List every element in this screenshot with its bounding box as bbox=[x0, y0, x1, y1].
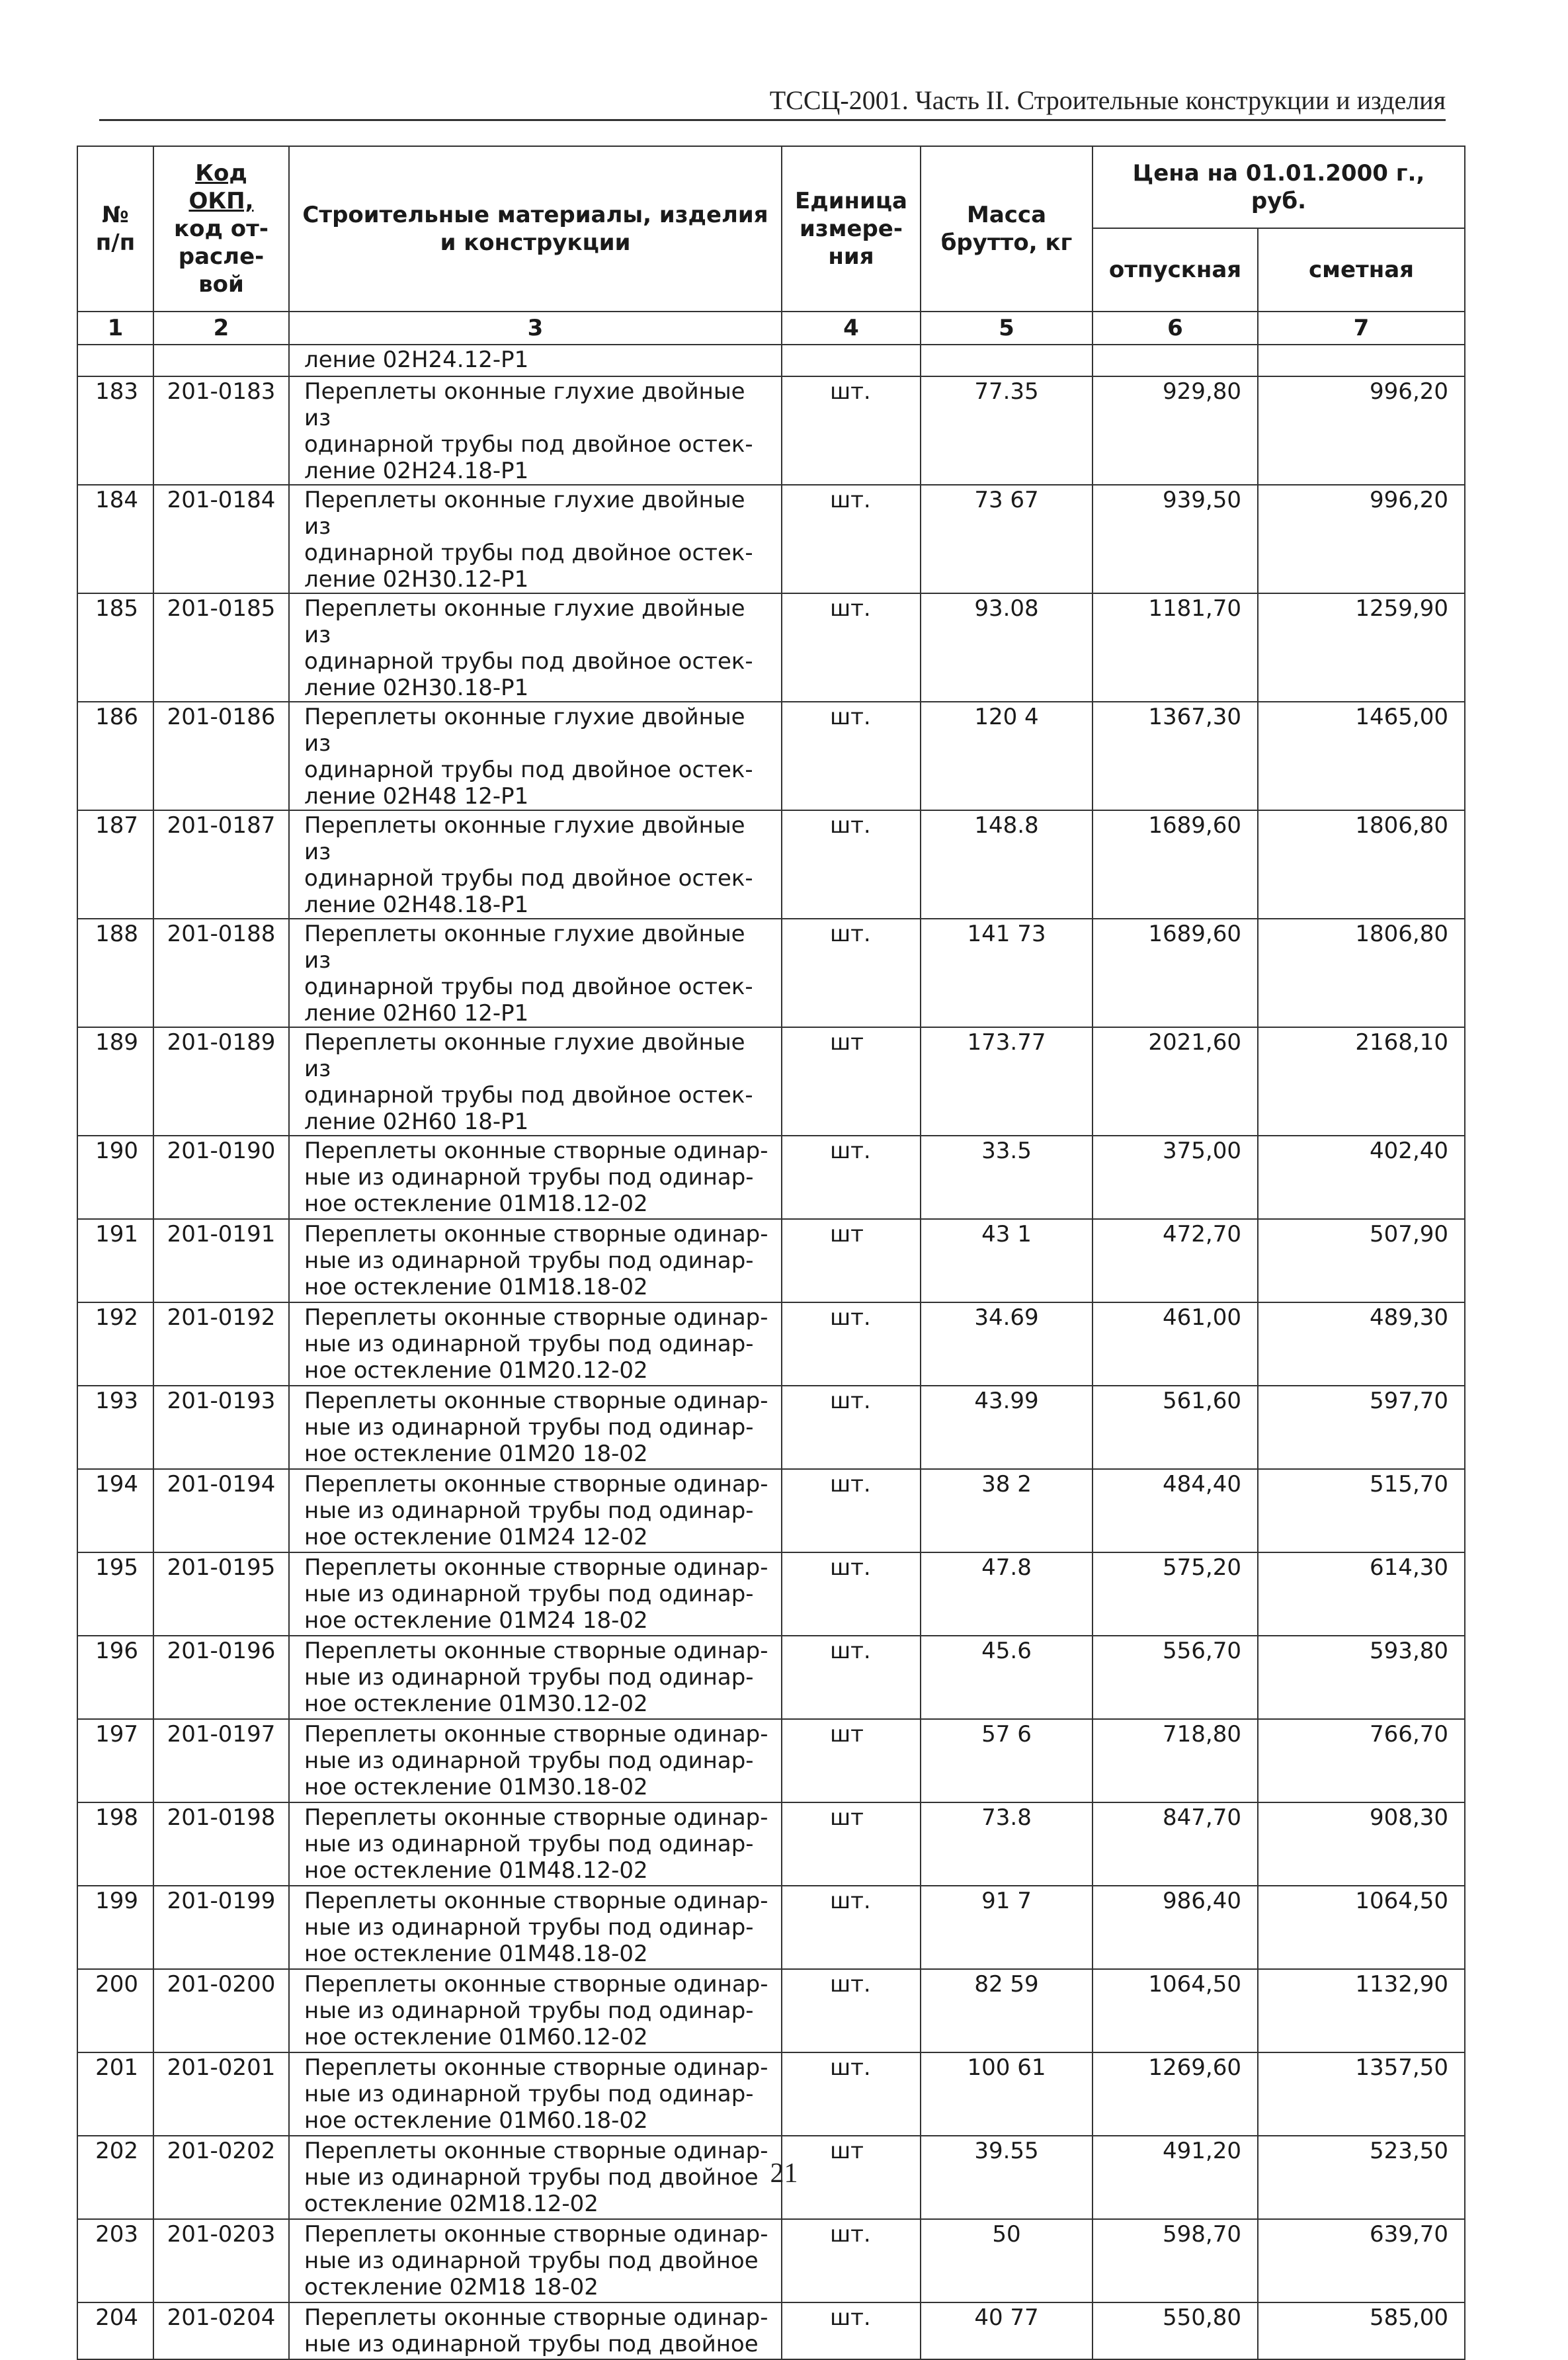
row-unit: шт bbox=[782, 1802, 921, 1886]
description-line: ное остекление 01М20.12-02 bbox=[304, 1357, 648, 1384]
description-line: одинарной трубы под двойное остек- bbox=[304, 1082, 753, 1109]
carryover-row bbox=[77, 345, 1465, 376]
row-unit: шт. bbox=[782, 1886, 921, 1969]
description-line: ные из одинарной трубы под одинар- bbox=[304, 1831, 754, 1857]
row-number: 199 bbox=[77, 1886, 153, 1969]
description-line: ное остекление 01М30.18-02 bbox=[304, 1774, 648, 1800]
table-row bbox=[77, 1386, 1465, 1469]
description-line: ление 02Н24.18-Р1 bbox=[304, 458, 529, 484]
row-okp-code: 201-0187 bbox=[153, 810, 289, 919]
row-price-release: 472,70 bbox=[1093, 1219, 1258, 1302]
row-price-estimate: 1132,90 bbox=[1258, 1969, 1465, 2052]
row-okp-code: 201-0193 bbox=[153, 1386, 289, 1469]
row-description bbox=[289, 485, 782, 593]
row-mass: 43.99 bbox=[921, 1386, 1093, 1469]
row-mass: 73 67 bbox=[921, 485, 1093, 593]
row-okp-code: 201-0190 bbox=[153, 1136, 289, 1219]
description-line: одинарной трубы под двойное остек- bbox=[304, 540, 753, 566]
description-line: ные из одинарной трубы под одинар- bbox=[304, 1998, 754, 2024]
description-line: Переплеты оконные глухие двойные из bbox=[304, 921, 745, 974]
row-unit: шт. bbox=[782, 2219, 921, 2302]
row-number: 201 bbox=[77, 2052, 153, 2136]
row-description bbox=[289, 1552, 782, 1636]
row-description bbox=[289, 1969, 782, 2052]
description-line: одинарной трубы под двойное остек- bbox=[304, 974, 753, 1000]
description-line: одинарной трубы под двойное остек- bbox=[304, 865, 753, 892]
description-line: ные из одинарной трубы под одинар- bbox=[304, 1581, 754, 1607]
table-header bbox=[77, 146, 1465, 312]
description-line: Переплеты оконные створные одинар- bbox=[304, 1554, 768, 1581]
table-row bbox=[77, 1552, 1465, 1636]
description-line: Переплеты оконные створные одинар- bbox=[304, 1638, 768, 1664]
column-number: 5 bbox=[921, 312, 1093, 345]
row-price-release: 491,20 bbox=[1093, 2136, 1258, 2219]
row-description bbox=[289, 1886, 782, 1969]
row-mass: 57 6 bbox=[921, 1719, 1093, 1802]
row-price-estimate: 402,40 bbox=[1258, 1136, 1465, 1219]
description-line: ное остекление 01М60.12-02 bbox=[304, 2024, 648, 2050]
row-price-release: 939,50 bbox=[1093, 485, 1258, 593]
description-line: Переплеты оконные створные одинар- bbox=[304, 1971, 768, 1998]
row-price-estimate: 766,70 bbox=[1258, 1719, 1465, 1802]
row-number: 188 bbox=[77, 919, 153, 1027]
row-price-release: 1181,70 bbox=[1093, 593, 1258, 702]
row-okp-code: 201-0198 bbox=[153, 1802, 289, 1886]
description-line: ные из одинарной трубы под двойное bbox=[304, 2248, 759, 2274]
row-price-estimate: 523,50 bbox=[1258, 2136, 1465, 2219]
row-unit: шт. bbox=[782, 485, 921, 593]
row-okp-code: 201-0195 bbox=[153, 1552, 289, 1636]
description-line: ные из одинарной трубы под одинар- bbox=[304, 1664, 754, 1691]
description-line: ное остекление 01М24 18-02 bbox=[304, 1607, 648, 1634]
description-line: ные из одинарной трубы под одинар- bbox=[304, 2081, 754, 2107]
page-number: 21 bbox=[770, 2158, 798, 2189]
table-row bbox=[77, 1719, 1465, 1802]
description-line: Переплеты оконные глухие двойные из bbox=[304, 378, 745, 431]
description-line: ление 02Н30.18-Р1 bbox=[304, 675, 529, 701]
row-price-estimate: 996,20 bbox=[1258, 376, 1465, 485]
row-okp-code: 201-0203 bbox=[153, 2219, 289, 2302]
row-mass: 73.8 bbox=[921, 1802, 1093, 1886]
row-price-estimate: 1259,90 bbox=[1258, 593, 1465, 702]
row-mass: 47.8 bbox=[921, 1552, 1093, 1636]
description-line: Переплеты оконные створные одинар- bbox=[304, 1304, 768, 1331]
description-line: Переплеты оконные створные одинар- bbox=[304, 1138, 768, 1164]
row-description bbox=[289, 2052, 782, 2136]
row-okp-code: 201-0185 bbox=[153, 593, 289, 702]
row-number: 204 bbox=[77, 2302, 153, 2359]
row-price-estimate: 1064,50 bbox=[1258, 1886, 1465, 1969]
row-mass: 77.35 bbox=[921, 376, 1093, 485]
row-okp-code: 201-0201 bbox=[153, 2052, 289, 2136]
row-number: 193 bbox=[77, 1386, 153, 1469]
row-mass: 40 77 bbox=[921, 2302, 1093, 2359]
header-rule bbox=[99, 119, 1446, 121]
row-description bbox=[289, 1802, 782, 1886]
table-row bbox=[77, 1219, 1465, 1302]
running-header: ТССЦ-2001. Часть II. Строительные конструкции и изделия bbox=[769, 85, 1446, 115]
row-price-estimate: 1806,80 bbox=[1258, 919, 1465, 1027]
row-mass: 148.8 bbox=[921, 810, 1093, 919]
description-line: Переплеты оконные створные одинар- bbox=[304, 1388, 768, 1414]
description-line: остекление 02М18.12-02 bbox=[304, 2191, 598, 2217]
description-line: ление 02Н60 18-Р1 bbox=[304, 1109, 529, 1135]
description-line: ные из одинарной трубы под одинар- bbox=[304, 1748, 754, 1774]
column-number: 7 bbox=[1258, 312, 1465, 345]
description-line: Переплеты оконные створные одинар- bbox=[304, 2221, 768, 2248]
description-line: Переплеты оконные глухие двойные из bbox=[304, 704, 745, 757]
description-line: Переплеты оконные створные одинар- bbox=[304, 2138, 768, 2164]
row-price-estimate: 996,20 bbox=[1258, 485, 1465, 593]
row-okp-code: 201-0196 bbox=[153, 1636, 289, 1719]
row-number: 183 bbox=[77, 376, 153, 485]
row-description bbox=[289, 2219, 782, 2302]
row-number: 191 bbox=[77, 1219, 153, 1302]
table-body bbox=[77, 312, 1465, 2359]
row-number: 197 bbox=[77, 1719, 153, 1802]
description-line: ное остекление 01М18.18-02 bbox=[304, 1274, 648, 1300]
row-mass: 34.69 bbox=[921, 1302, 1093, 1386]
description-line: одинарной трубы под двойное остек- bbox=[304, 757, 753, 783]
table-row bbox=[77, 2219, 1465, 2302]
header-unit: Единица измере- ния bbox=[782, 146, 921, 312]
description-line: ные из одинарной трубы под одинар- bbox=[304, 1497, 754, 1524]
table-row bbox=[77, 376, 1465, 485]
description-line: остекление 02М18 18-02 bbox=[304, 2274, 598, 2300]
row-unit: шт. bbox=[782, 1969, 921, 2052]
column-number-row bbox=[77, 312, 1465, 345]
row-unit: шт. bbox=[782, 810, 921, 919]
row-mass: 39.55 bbox=[921, 2136, 1093, 2219]
description-line: ные из одинарной трубы под одинар- bbox=[304, 1331, 754, 1357]
row-unit: шт. bbox=[782, 919, 921, 1027]
description-line: ное остекление 01М18.12-02 bbox=[304, 1191, 648, 1217]
table-row bbox=[77, 1636, 1465, 1719]
header-price-release: отпускная bbox=[1093, 228, 1258, 312]
row-number: 189 bbox=[77, 1027, 153, 1136]
description-line: одинарной трубы под двойное остек- bbox=[304, 648, 753, 675]
row-description bbox=[289, 1027, 782, 1136]
description-line: Переплеты оконные створные одинар- bbox=[304, 2054, 768, 2081]
description-line: Переплеты оконные глухие двойные из bbox=[304, 487, 745, 540]
description-line: ные из одинарной трубы под одинар- bbox=[304, 1414, 754, 1441]
row-unit: шт. bbox=[782, 1136, 921, 1219]
header-okp-code: Код ОКП, код от- расле- вой bbox=[153, 146, 289, 312]
row-mass: 38 2 bbox=[921, 1469, 1093, 1552]
row-okp-code: 201-0200 bbox=[153, 1969, 289, 2052]
row-mass: 91 7 bbox=[921, 1886, 1093, 1969]
row-unit: шт. bbox=[782, 593, 921, 702]
table-row bbox=[77, 1886, 1465, 1969]
row-mass: 173.77 bbox=[921, 1027, 1093, 1136]
row-mass: 43 1 bbox=[921, 1219, 1093, 1302]
description-line: Переплеты оконные створные одинар- bbox=[304, 2304, 768, 2331]
table-row bbox=[77, 1027, 1465, 1136]
description-line: ное остекление 01М24 12-02 bbox=[304, 1524, 648, 1550]
row-number: 203 bbox=[77, 2219, 153, 2302]
table-row bbox=[77, 919, 1465, 1027]
row-price-release: 598,70 bbox=[1093, 2219, 1258, 2302]
row-mass: 120 4 bbox=[921, 702, 1093, 810]
row-description bbox=[289, 702, 782, 810]
row-price-release: 718,80 bbox=[1093, 1719, 1258, 1802]
row-price-release: 1689,60 bbox=[1093, 919, 1258, 1027]
row-mass: 33.5 bbox=[921, 1136, 1093, 1219]
column-number: 6 bbox=[1093, 312, 1258, 345]
row-number: 196 bbox=[77, 1636, 153, 1719]
header-price: Цена на 01.01.2000 г., руб. bbox=[1093, 146, 1465, 228]
carryover-text: ление 02Н24.12-Р1 bbox=[289, 345, 782, 376]
row-description bbox=[289, 376, 782, 485]
row-price-release: 461,00 bbox=[1093, 1302, 1258, 1386]
row-unit: шт. bbox=[782, 702, 921, 810]
row-price-estimate: 593,80 bbox=[1258, 1636, 1465, 1719]
description-line: ные из одинарной трубы под одинар- bbox=[304, 1914, 754, 1941]
header-description: Строительные материалы, изделия и конструкции bbox=[289, 146, 782, 312]
table-row bbox=[77, 1302, 1465, 1386]
row-price-release: 847,70 bbox=[1093, 1802, 1258, 1886]
row-okp-code: 201-0202 bbox=[153, 2136, 289, 2219]
row-description bbox=[289, 1136, 782, 1219]
description-line: ное остекление 01М48.18-02 bbox=[304, 1941, 648, 1967]
row-price-release: 575,20 bbox=[1093, 1552, 1258, 1636]
row-description bbox=[289, 593, 782, 702]
description-line: ные из одинарной трубы под одинар- bbox=[304, 1247, 754, 1274]
row-price-release: 1269,60 bbox=[1093, 2052, 1258, 2136]
description-line: ное остекление 01М60.18-02 bbox=[304, 2107, 648, 2134]
table-row bbox=[77, 810, 1465, 919]
row-number: 184 bbox=[77, 485, 153, 593]
description-line: ные из одинарной трубы под двойное bbox=[304, 2164, 759, 2191]
row-unit: шт. bbox=[782, 376, 921, 485]
column-number: 3 bbox=[289, 312, 782, 345]
row-description bbox=[289, 810, 782, 919]
row-price-release: 550,80 bbox=[1093, 2302, 1258, 2359]
table-row bbox=[77, 593, 1465, 702]
table-row bbox=[77, 1802, 1465, 1886]
description-line: Переплеты оконные створные одинар- bbox=[304, 1221, 768, 1247]
row-number: 200 bbox=[77, 1969, 153, 2052]
row-okp-code: 201-0184 bbox=[153, 485, 289, 593]
row-okp-code: 201-0197 bbox=[153, 1719, 289, 1802]
row-price-release: 1689,60 bbox=[1093, 810, 1258, 919]
table-row bbox=[77, 2302, 1465, 2359]
description-line: ные из одинарной трубы под одинар- bbox=[304, 1164, 754, 1191]
row-price-estimate: 2168,10 bbox=[1258, 1027, 1465, 1136]
description-line: ное остекление 01М30.12-02 bbox=[304, 1691, 648, 1717]
row-description bbox=[289, 1302, 782, 1386]
description-line: Переплеты оконные створные одинар- bbox=[304, 1888, 768, 1914]
table-row bbox=[77, 2052, 1465, 2136]
header-mass: Масса брутто, кг bbox=[921, 146, 1093, 312]
table-row bbox=[77, 702, 1465, 810]
row-unit: шт. bbox=[782, 1469, 921, 1552]
row-price-estimate: 515,70 bbox=[1258, 1469, 1465, 1552]
description-line: ление 02Н60 12-Р1 bbox=[304, 1000, 529, 1027]
description-line: ление 02Н30.12-Р1 bbox=[304, 566, 529, 593]
row-price-estimate: 1357,50 bbox=[1258, 2052, 1465, 2136]
row-unit: шт. bbox=[782, 1386, 921, 1469]
description-line: Переплеты оконные створные одинар- bbox=[304, 1471, 768, 1497]
row-unit: шт. bbox=[782, 1302, 921, 1386]
row-number: 185 bbox=[77, 593, 153, 702]
description-line: Переплеты оконные створные одинар- bbox=[304, 1721, 768, 1748]
row-description bbox=[289, 1636, 782, 1719]
row-price-estimate: 1806,80 bbox=[1258, 810, 1465, 919]
description-line: Переплеты оконные глухие двойные из bbox=[304, 1029, 745, 1082]
row-price-release: 929,80 bbox=[1093, 376, 1258, 485]
row-unit: шт. bbox=[782, 2052, 921, 2136]
row-okp-code: 201-0192 bbox=[153, 1302, 289, 1386]
row-price-estimate: 908,30 bbox=[1258, 1802, 1465, 1886]
row-okp-code: 201-0199 bbox=[153, 1886, 289, 1969]
row-price-estimate: 585,00 bbox=[1258, 2302, 1465, 2359]
row-okp-code: 201-0188 bbox=[153, 919, 289, 1027]
row-number: 190 bbox=[77, 1136, 153, 1219]
row-okp-code: 201-0183 bbox=[153, 376, 289, 485]
row-mass: 50 bbox=[921, 2219, 1093, 2302]
price-table bbox=[77, 146, 1465, 2360]
row-mass: 45.6 bbox=[921, 1636, 1093, 1719]
row-price-release: 986,40 bbox=[1093, 1886, 1258, 1969]
row-unit: шт bbox=[782, 1027, 921, 1136]
description-line: Переплеты оконные створные одинар- bbox=[304, 1804, 768, 1831]
row-price-estimate: 614,30 bbox=[1258, 1552, 1465, 1636]
description-line: ление 02Н48.18-Р1 bbox=[304, 892, 529, 918]
row-mass: 141 73 bbox=[921, 919, 1093, 1027]
description-line: одинарной трубы под двойное остек- bbox=[304, 431, 753, 458]
row-price-estimate: 507,90 bbox=[1258, 1219, 1465, 1302]
description-line: Переплеты оконные глухие двойные из bbox=[304, 812, 745, 865]
row-unit: шт bbox=[782, 1719, 921, 1802]
row-price-release: 1367,30 bbox=[1093, 702, 1258, 810]
row-number: 195 bbox=[77, 1552, 153, 1636]
row-unit: шт. bbox=[782, 1552, 921, 1636]
header-price-estimate: сметная bbox=[1258, 228, 1465, 312]
header-num: № п/п bbox=[77, 146, 153, 312]
table-row bbox=[77, 1969, 1465, 2052]
column-number: 2 bbox=[153, 312, 289, 345]
description-line: Переплеты оконные глухие двойные из bbox=[304, 595, 745, 648]
row-price-release: 1064,50 bbox=[1093, 1969, 1258, 2052]
row-description bbox=[289, 919, 782, 1027]
row-price-release: 375,00 bbox=[1093, 1136, 1258, 1219]
table-row bbox=[77, 485, 1465, 593]
table-row bbox=[77, 1136, 1465, 1219]
row-price-release: 556,70 bbox=[1093, 1636, 1258, 1719]
row-unit: шт. bbox=[782, 1636, 921, 1719]
column-number: 1 bbox=[77, 312, 153, 345]
row-description bbox=[289, 1219, 782, 1302]
row-description bbox=[289, 2302, 782, 2359]
description-line: ление 02Н48 12-Р1 bbox=[304, 783, 529, 810]
description-line: ное остекление 01М20 18-02 bbox=[304, 1441, 648, 1467]
row-number: 198 bbox=[77, 1802, 153, 1886]
row-okp-code: 201-0189 bbox=[153, 1027, 289, 1136]
row-price-estimate: 597,70 bbox=[1258, 1386, 1465, 1469]
row-number: 194 bbox=[77, 1469, 153, 1552]
row-price-estimate: 639,70 bbox=[1258, 2219, 1465, 2302]
row-okp-code: 201-0204 bbox=[153, 2302, 289, 2359]
row-price-estimate: 1465,00 bbox=[1258, 702, 1465, 810]
table-row bbox=[77, 1469, 1465, 1552]
row-number: 187 bbox=[77, 810, 153, 919]
row-unit: шт bbox=[782, 2136, 921, 2219]
column-number: 4 bbox=[782, 312, 921, 345]
row-okp-code: 201-0194 bbox=[153, 1469, 289, 1552]
row-mass: 93.08 bbox=[921, 593, 1093, 702]
row-unit: шт. bbox=[782, 2302, 921, 2359]
description-line: ное остекление 01М48.12-02 bbox=[304, 1857, 648, 1884]
row-description bbox=[289, 1719, 782, 1802]
description-line: ные из одинарной трубы под двойное bbox=[304, 2331, 759, 2357]
row-number: 186 bbox=[77, 702, 153, 810]
row-description bbox=[289, 1386, 782, 1469]
row-mass: 82 59 bbox=[921, 1969, 1093, 2052]
row-okp-code: 201-0186 bbox=[153, 702, 289, 810]
row-number: 202 bbox=[77, 2136, 153, 2219]
row-price-estimate: 489,30 bbox=[1258, 1302, 1465, 1386]
row-unit: шт bbox=[782, 1219, 921, 1302]
row-price-release: 2021,60 bbox=[1093, 1027, 1258, 1136]
row-price-release: 561,60 bbox=[1093, 1386, 1258, 1469]
row-mass: 100 61 bbox=[921, 2052, 1093, 2136]
row-description bbox=[289, 1469, 782, 1552]
row-number: 192 bbox=[77, 1302, 153, 1386]
row-price-release: 484,40 bbox=[1093, 1469, 1258, 1552]
row-okp-code: 201-0191 bbox=[153, 1219, 289, 1302]
